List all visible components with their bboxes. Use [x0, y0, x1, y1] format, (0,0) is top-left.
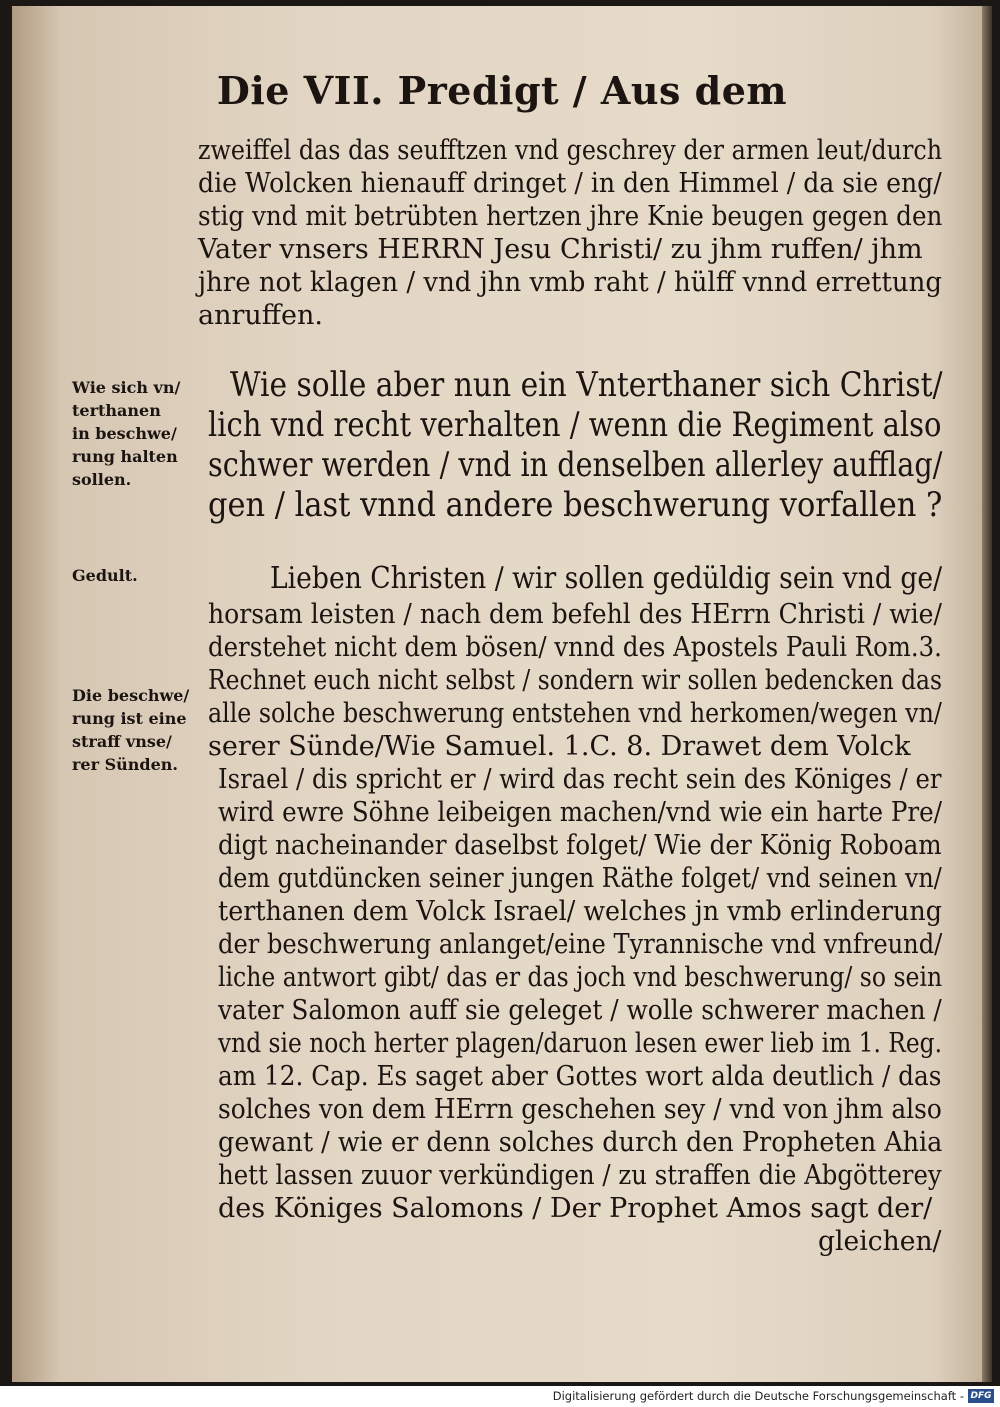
text-line: serer Sünde/Wie Samuel. 1.C. 8. Drawet dem Volck: [208, 731, 911, 762]
text-line: alle solche beschwerung entstehen vnd herkomen/wegen vn/: [208, 698, 942, 729]
text-line: Wie solle aber nun ein Vnterthaner sich Christ/: [230, 365, 943, 405]
margin-note-line: Gedult.: [72, 566, 138, 585]
margin-note-line: rung ist eine: [72, 709, 187, 728]
margin-note-line: sollen.: [72, 470, 132, 489]
text-line: terthanen dem Volck Israel/ welches jn vmb erlinderung: [218, 896, 942, 927]
text-line: lich vnd recht verhalten / wenn die Regiment also: [208, 405, 942, 445]
text-line: des Königes Salomons / Der Prophet Amos sagt der/: [218, 1193, 933, 1224]
page-edge-shadow: [982, 6, 992, 1382]
text-line: derstehet nicht dem bösen/ vnnd des Apostels Pauli Rom.3.: [208, 632, 942, 663]
margin-note-line: terthanen: [72, 401, 161, 420]
text-line: digt nacheinander daselbst folget/ Wie der König Roboam: [218, 830, 942, 861]
text-line: hett lassen zuuor verkündigen / zu straffen die Abgötterey: [218, 1160, 942, 1191]
text-line: stig vnd mit betrübten hertzen jhre Knie beugen gegen den: [198, 201, 943, 232]
text-line: dem gutdüncken seiner jungen Räthe folget/ vnd seinen vn/: [218, 863, 942, 894]
dfg-logo-icon: DFG: [968, 1389, 994, 1403]
text-line: gewant / wie er denn solches durch den Propheten Ahia: [218, 1127, 943, 1158]
text-line: Lieben Christen / wir sollen gedüldig sein vnd ge/: [270, 561, 943, 596]
margin-note-line: Wie sich vn/: [72, 378, 181, 397]
footer-bar: [0, 1386, 1000, 1407]
margin-note-line: Die beschwe/: [72, 686, 190, 705]
text-line: Israel / dis spricht er / wird das recht sein des Königes / er: [218, 764, 942, 795]
text-line: gen / last vnnd andere beschwerung vorfallen ?: [208, 485, 943, 525]
text-line: zweiffel das das seufftzen vnd geschrey der armen leut/durch: [198, 135, 943, 166]
text-line: horsam leisten / nach dem befehl des HErrn Christi / wie/: [208, 599, 942, 630]
margin-note-line: rung halten: [72, 447, 178, 466]
text-line: vater Salomon auff sie geleget / wolle schwerer machen /: [218, 995, 942, 1026]
text-line: der beschwerung anlanget/eine Tyrannische vnd vnfreund/: [218, 929, 943, 960]
running-head: Die VII. Predigt / Aus dem: [216, 68, 788, 113]
margin-note-line: rer Sünden.: [72, 755, 178, 774]
text-line: vnd sie noch herter plagen/daruon lesen ewer lieb im 1. Reg.: [218, 1028, 943, 1059]
footer-credit: Digitalisierung gefördert durch die Deutsche Forschungsgemeinschaft -: [552, 1389, 964, 1403]
margin-note-line: in beschwe/: [72, 424, 177, 443]
text-line: am 12. Cap. Es saget aber Gottes wort alda deutlich / das: [218, 1061, 942, 1092]
book-page: [12, 6, 992, 1382]
text-line: jhre not klagen / vnd jhn vmb raht / hülff vnnd errettung: [198, 267, 943, 298]
text-line: schwer werden / vnd in denselben allerley aufflag/: [208, 445, 943, 485]
text-line: Vater vnsers HERRN Jesu Christi/ zu jhm ruffen/ jhm: [198, 234, 923, 265]
margin-note-line: straff vnse/: [72, 732, 172, 751]
text-line: wird ewre Söhne leibeigen machen/vnd wie ein harte Pre/: [218, 797, 942, 828]
text-line: anruffen.: [198, 300, 323, 331]
text-line: die Wolcken hienauff dringet / in den Himmel / da sie eng/: [198, 168, 942, 199]
text-line: liche antwort gibt/ das er das joch vnd beschwerung/ so sein: [218, 962, 943, 993]
text-line: solches von dem HErrn geschehen sey / vnd von jhm also: [218, 1094, 942, 1125]
catchword: gleichen/: [818, 1226, 942, 1257]
text-line: Rechnet euch nicht selbst / sondern wir sollen bedencken das: [208, 665, 942, 696]
